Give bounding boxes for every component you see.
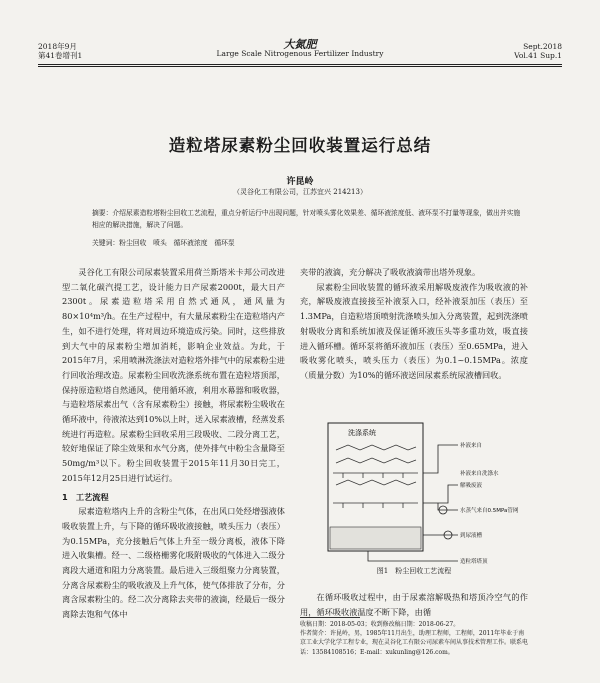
diagram-label-to-tank: 到尿液槽 xyxy=(460,533,483,539)
continued-paragraph: 夹带的液滴，充分解决了吸收液滴带出塔外现象。 xyxy=(300,267,481,277)
article-title: 造粒塔尿素粉尘回收装置运行总结 xyxy=(168,136,432,155)
diagram-label-top: 洗涤系统 xyxy=(348,429,376,437)
diagram-label-steam: 水蒸气来自0.5MPa管网 xyxy=(460,508,519,514)
process-flow-diagram xyxy=(308,415,523,567)
author-name: 许昆岭 xyxy=(286,177,314,187)
footnote-dates: 收稿日期：2018-05-03；收到修改稿日期：2018-06-27。 xyxy=(300,621,460,628)
footnote-rule xyxy=(300,617,360,618)
journal-logo: 大氮肥 xyxy=(283,38,317,51)
author-affiliation: （灵谷化工有限公司，江苏宜兴 214213） xyxy=(233,188,367,196)
diagram-label-scrubber-water: 补液来自洗涤水 xyxy=(460,471,499,477)
left-column xyxy=(62,265,285,622)
collection-tank xyxy=(330,527,421,549)
header-right xyxy=(514,42,562,60)
cooling-paragraph: 在循环吸收过程中，由于尿素溶解吸热和塔顶冷空气的作用，循环吸收液温度不断下降，由循 xyxy=(300,592,528,617)
header-date-en: Sept.2018 xyxy=(523,42,562,51)
intro-paragraph: 灵谷化工有限公司尿素装置采用荷兰斯塔米卡邦公司改进型二氧化碳汽提工艺，设计能力日产尿素2000t，最大日产2300t。尿素造粒塔采用自然式通风，通风量为80×10⁴m³/h。在生产过程中，有大量尿素粉尘在造粒塔内产生，如不进行处理，将对周边环境造成污染。同时，这些排放到大气中的尿素粉尘增加消耗，影响企业效益。为此，于2015年7月，采用喷淋洗涤法对造粒塔外排气中的尿素粉尘进行回收治理改造。尿素粉尘回收洗涤系统布置在造粒塔顶部，保持原造粒塔自然通风，使用循环液，利用水幕器和吸收器，与造粒塔尿素出气（含有尿素粉尘）接触，将尿素粉尘吸收在循环液中，待液浓达到10%以上时，送入尿素液槽，经蒸发系统进行再造粒。尿素粉尘回收采用三段吸收、二段分离工艺，较好地保证了除尘效果和水气分离，使外排气中粉尘含量降至50mg/m³以下。粉尘回收装置于2015年11月30日完工，2015年12月25日进行试运行。 xyxy=(62,267,285,483)
header-center xyxy=(38,40,562,58)
spray-nozzles xyxy=(333,473,418,508)
header-volume-en: Vol.41 Sup.1 xyxy=(514,51,562,60)
section-1-paragraph: 尿素造粒塔内上升的含粉尘气体，在出风口处经增强液体吸收装置上升，与下降的循环吸收液接触，喷头压力（表压）为0.15MPa，充分接触后气体上升至一级分离板，液体下降进入收集槽。经一、二级格栅雾化吸附吸收的气体进入二级分离段大通道和阻力分离装置。最后进入三级组聚力分离装置，分离含尿素粉尘的吸收液及上升气体，使气体排放了分布，分离含尿素粉尘的。经二次分离除去夹带的液滴，经最后一级分离除去饱和气体中 xyxy=(62,506,285,620)
diagram-label-from-tower: 造粒塔塔顶 xyxy=(460,559,488,565)
section-1-heading: 1 工艺流程 xyxy=(62,491,109,502)
right-column-tail xyxy=(300,590,528,619)
abstract: 摘要：介绍尿素造粒塔粉尘回收工艺流程，重点分析运行中出现问题，针对喷头雾化效果差、循环液浓度低、液环泵不打量等现象，做出并实施相应的解决措施，解决了问题。 xyxy=(92,209,521,229)
circulation-paragraph: 尿素粉尘回收装置的循环液采用解吸废液作为吸收液的补充，解吸废液直接接至补液泵入口，经补液泵加压（表压）至1.3MPa，自造粒塔顶喷射洗涤喷头加入分离装置，起到洗涤喷射吸收分离和系统加液及保证循环液压头等多重功效，吸直接进入循环槽。循环泵将循环液加压（表压）至0.65MPa，进入吸收雾化喷头，喷头压力（表压）为0.1~0.15MPa。浓度（质量分数）为10%的循环液送回尿素系统尿液槽回收。 xyxy=(300,281,528,380)
header-date: 2018年9月 xyxy=(38,42,77,51)
header-rule-thin xyxy=(38,66,562,67)
footnote-author-bio: 作者简介：许昆岭，男，1985年11月出生，助理工程师，工程师，2011年毕业于南京工业大学化学工程专业，现在灵谷化工有限公司尿素车间从事技术管理工作。联系电话：13584108516；E-mail：xukunling@126.com。 xyxy=(300,630,529,656)
footnote xyxy=(300,620,528,657)
running-header xyxy=(38,40,562,62)
journal-english-name: Large Scale Nitrogenous Fertilizer Industry xyxy=(216,49,384,58)
separator-plates xyxy=(336,445,416,485)
figure-caption: 图1 粉尘回收工艺流程 xyxy=(376,567,452,575)
header-rule xyxy=(38,64,562,65)
keywords: 关键词：粉尘回收 喷头 循环液浓度 循环泵 xyxy=(92,239,235,247)
diagram-label-desorb: 解吸废液 xyxy=(460,483,483,489)
header-volume: 第41卷增刊1 xyxy=(38,51,83,60)
diagram-label-make-up: 补液来自 xyxy=(460,443,483,449)
right-column xyxy=(300,265,528,383)
